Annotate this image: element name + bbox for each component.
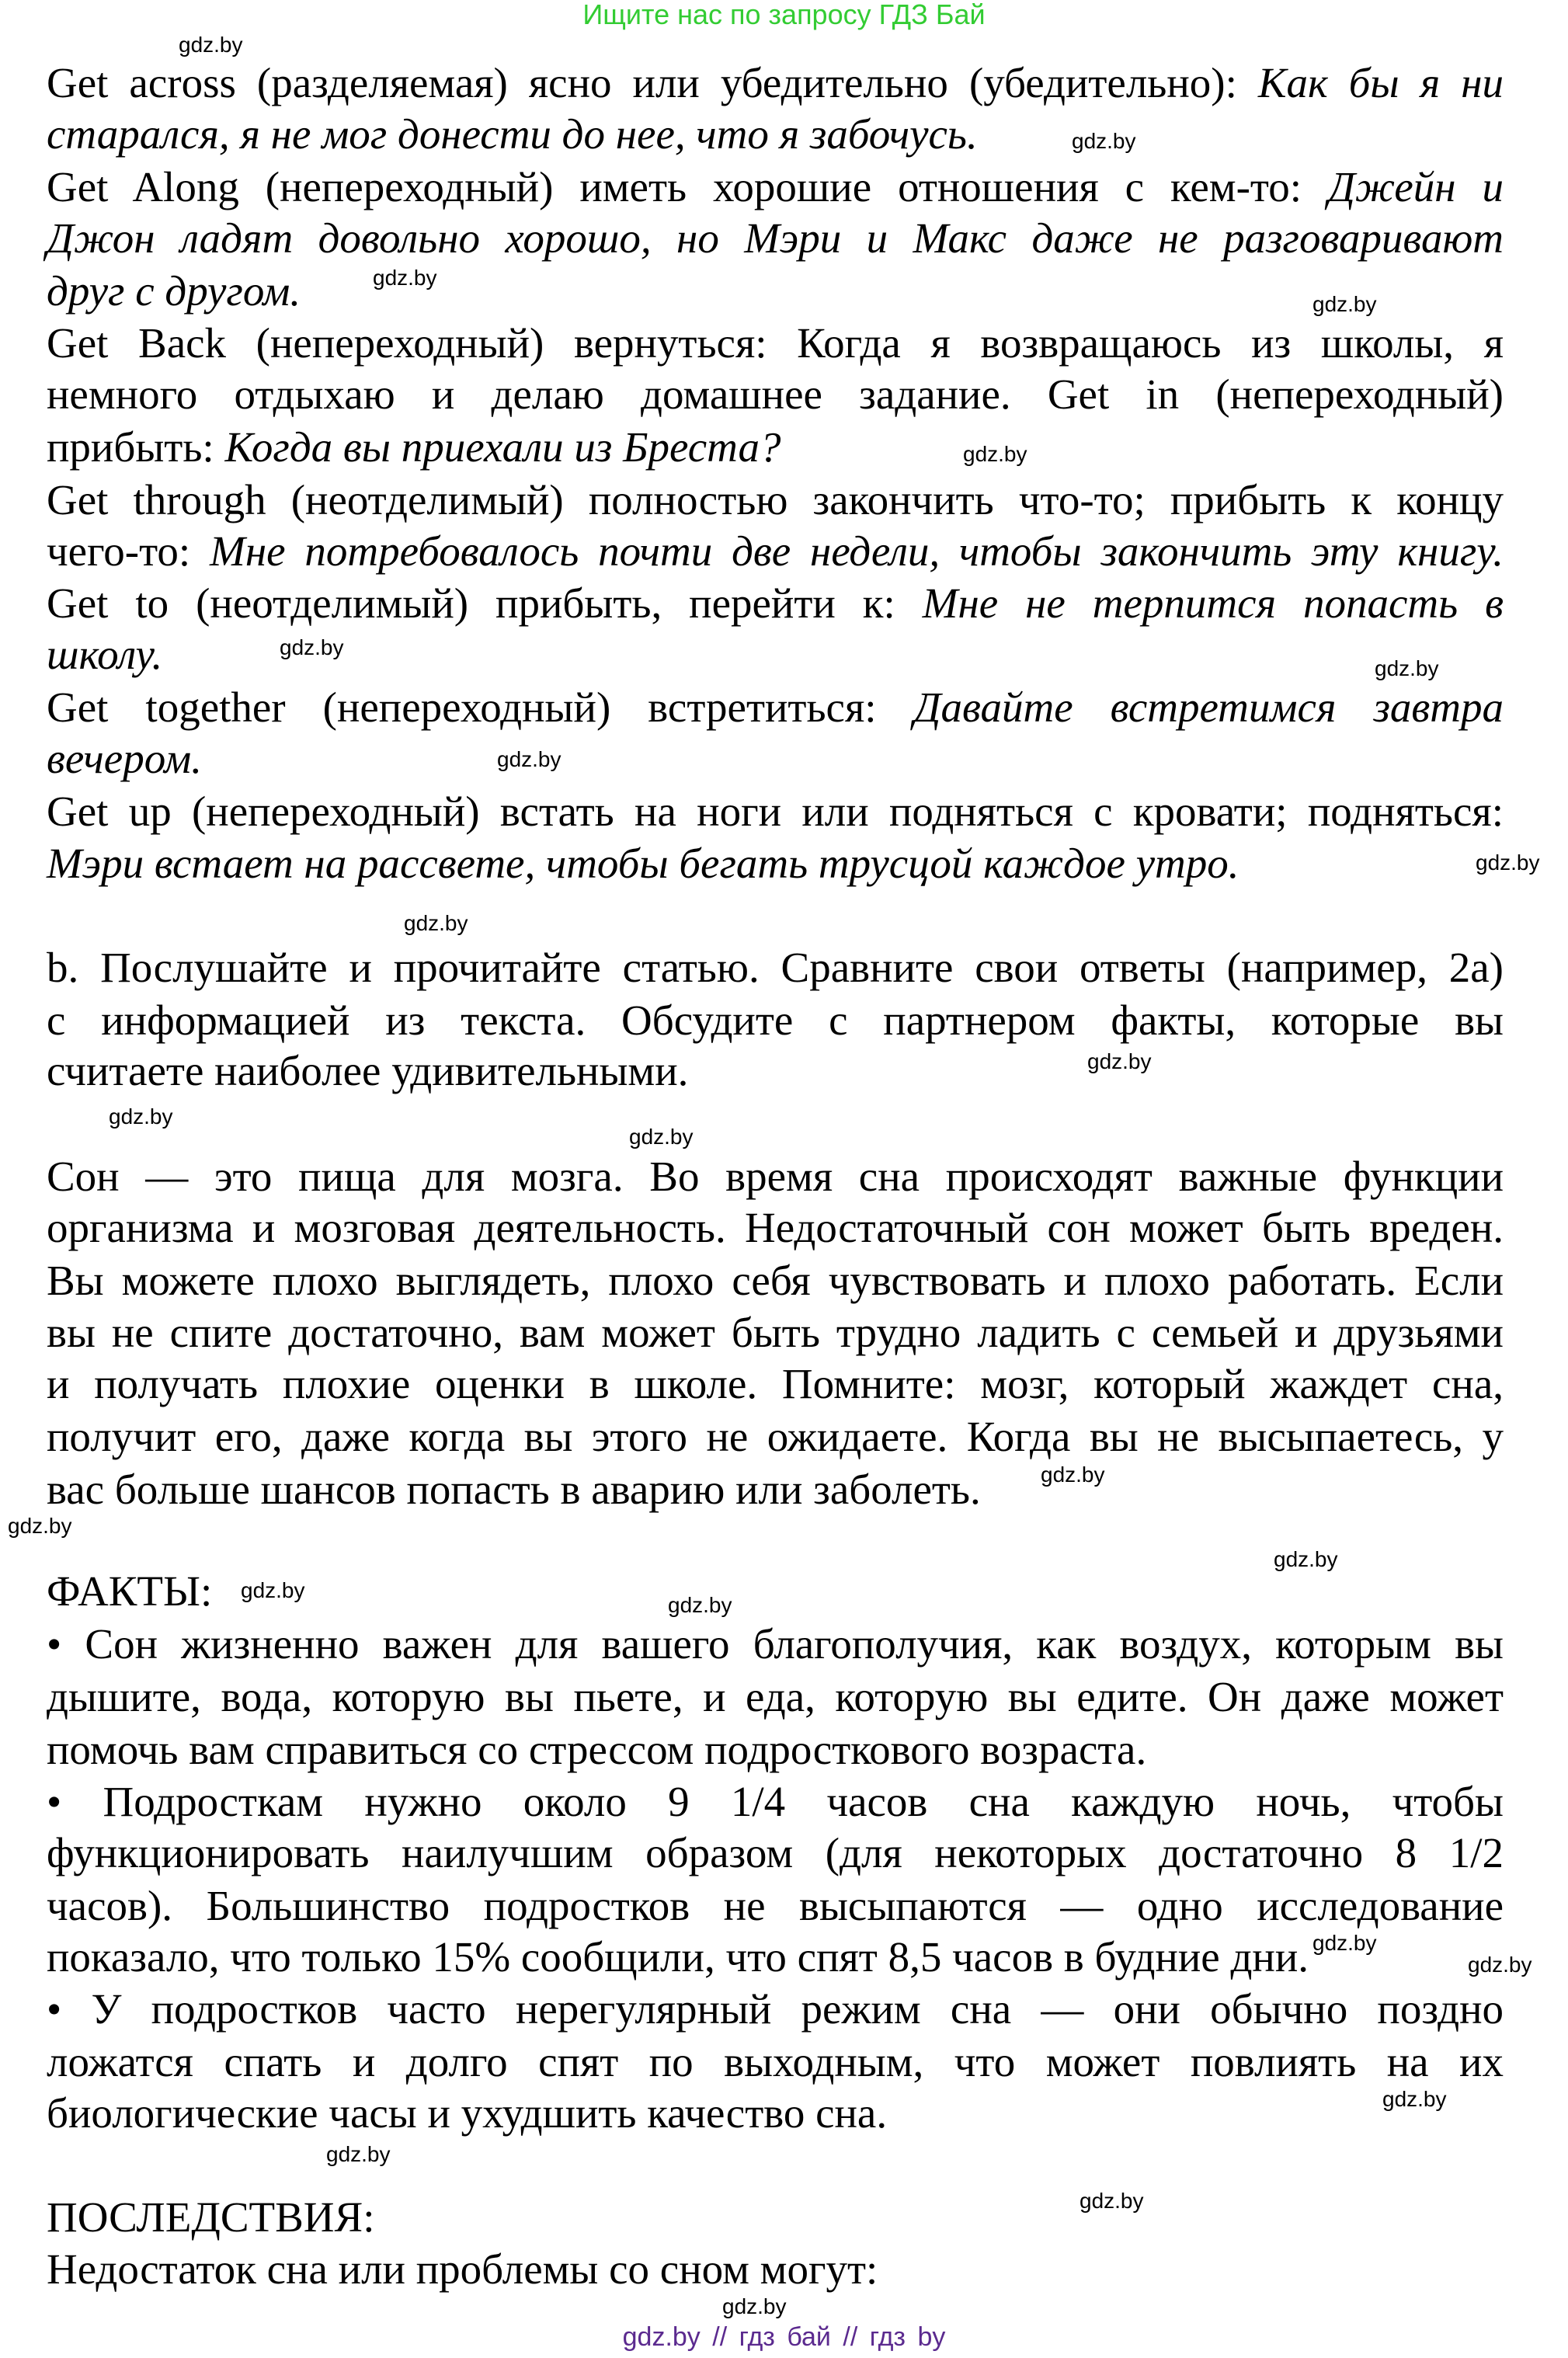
text-line-content bbox=[47, 527, 1504, 576]
text-line bbox=[47, 266, 1504, 315]
line-text: считаете наиболее удивительными. bbox=[47, 1047, 689, 1094]
line-text: • Подросткам нужно около 9 1/4 часов сна каждую ночь, чтобы bbox=[47, 1778, 1504, 1825]
watermark-text: gdz.by bbox=[1312, 1931, 1377, 1955]
text-line bbox=[47, 2088, 1504, 2137]
text-line-content bbox=[47, 475, 1504, 524]
text-line bbox=[47, 162, 1504, 211]
text-line-content bbox=[47, 2245, 878, 2294]
watermark-text: gdz.by bbox=[109, 1104, 173, 1129]
text-line-content bbox=[47, 318, 1504, 367]
line-text: с информацией из текста. Обсудите с партнером факты, которые вы bbox=[47, 996, 1504, 1044]
line-text: ПОСЛЕДСТВИЯ: bbox=[47, 2193, 375, 2241]
line-text: организма и мозговая деятельность. Недостаточный сон может быть вреден. bbox=[47, 1204, 1504, 1251]
example-text: Джон ладят довольно хорошо, но Мэри и Макс даже не разговаривают bbox=[47, 214, 1504, 262]
text-line-content bbox=[47, 370, 1504, 419]
text-line bbox=[47, 1152, 1504, 1201]
line-text: функционировать наилучшим образом (для некоторых достаточно 8 1/2 bbox=[47, 1829, 1504, 1876]
text-line-content bbox=[47, 579, 1504, 628]
text-line-content bbox=[47, 1152, 1504, 1201]
line-text: биологические часы и ухудшить качество сна. bbox=[47, 2089, 888, 2137]
line-text: Get up (непереходный) встать на ноги или подняться с кровати; подняться: bbox=[47, 788, 1504, 835]
line-text: ФАКТЫ: bbox=[47, 1567, 213, 1615]
line-text: дышите, вода, которую вы пьете, и еда, которую вы едите. Он даже может bbox=[47, 1673, 1504, 1720]
line-text: Сон — это пища для мозга. Во время сна происходят важные функции bbox=[47, 1153, 1504, 1200]
text-line-content bbox=[47, 787, 1504, 836]
text-line-content bbox=[47, 1881, 1504, 1930]
example-text: Мэри встает на рассвете, чтобы бегать трусцой каждое утро. bbox=[47, 840, 1239, 887]
text-line bbox=[47, 423, 1504, 471]
watermark-text: gdz.by bbox=[1382, 2087, 1447, 2111]
line-text: Get to (неотделимый) прибыть, перейти к: bbox=[47, 579, 923, 627]
line-text: немного отдыхаю и делаю домашнее задание. Get in (непереходный) bbox=[47, 370, 1504, 418]
text-line bbox=[47, 1984, 1504, 2033]
text-line bbox=[47, 996, 1504, 1045]
watermark-text: gdz.by bbox=[1041, 1462, 1105, 1487]
text-line-content bbox=[47, 1308, 1504, 1357]
text-line-content bbox=[47, 839, 1239, 888]
text-line bbox=[47, 1932, 1504, 1981]
text-line-content bbox=[47, 2193, 375, 2241]
line-text: прибыть: bbox=[47, 423, 225, 471]
watermark-text: gdz.by bbox=[668, 1593, 732, 1617]
text-line-content bbox=[47, 1984, 1504, 2033]
text-line bbox=[47, 839, 1504, 888]
text-line bbox=[47, 110, 1504, 158]
text-line-content bbox=[47, 1359, 1504, 1408]
line-text: показало, что только 15% сообщили, что спят 8,5 часов в будние дни. bbox=[47, 1933, 1309, 1981]
watermark-text: gdz.by bbox=[1468, 1953, 1532, 1977]
search-banner: Ищите нас по запросу ГДЗ Бай bbox=[582, 0, 986, 30]
text-line bbox=[47, 318, 1504, 367]
text-line bbox=[47, 58, 1504, 107]
text-line-content bbox=[47, 1672, 1504, 1721]
watermark-text: gdz.by bbox=[497, 747, 561, 771]
text-line bbox=[47, 1203, 1504, 1252]
text-line bbox=[47, 1046, 1504, 1095]
text-line bbox=[47, 1256, 1504, 1305]
watermark-text: gdz.by bbox=[1375, 656, 1439, 680]
line-text: Get Back (непереходный) вернуться: Когда я возвращаюсь из школы, я bbox=[47, 319, 1504, 367]
text-line-content bbox=[47, 1567, 212, 1615]
text-line-content bbox=[47, 58, 1504, 107]
text-line-content bbox=[47, 2037, 1504, 2086]
watermark-text: gdz.by bbox=[963, 442, 1027, 466]
line-text: вас больше шансов попасть в аварию или заболеть. bbox=[47, 1466, 981, 1513]
example-text: старался, я не мог донести до нее, что я забочусь. bbox=[47, 110, 978, 158]
line-text: вы не спите достаточно, вам может быть трудно ладить с семьей и друзьями bbox=[47, 1309, 1504, 1356]
text-line bbox=[47, 1359, 1504, 1408]
text-line-content bbox=[47, 1465, 981, 1514]
text-line-content bbox=[47, 734, 202, 783]
text-line bbox=[47, 1619, 1504, 1668]
text-line bbox=[47, 1465, 1504, 1514]
text-line bbox=[47, 943, 1504, 992]
watermark-text: gdz.by bbox=[8, 1514, 72, 1538]
footer-links[interactable]: gdz.by // гдз бай // гдз by bbox=[622, 2322, 946, 2352]
watermark-text: gdz.by bbox=[1072, 129, 1136, 153]
text-line bbox=[47, 527, 1504, 576]
text-line-content bbox=[47, 1725, 1146, 1774]
example-text: друг с другом. bbox=[47, 267, 301, 315]
text-line bbox=[47, 370, 1504, 419]
line-text: ложатся спать и долго спят по выходным, что может повлиять на их bbox=[47, 2038, 1504, 2085]
line-text: Get across (разделяемая) ясно или убедительно (убедительно): bbox=[47, 59, 1258, 106]
line-text: и получать плохие оценки в школе. Помните: мозг, который жаждет сна, bbox=[47, 1360, 1504, 1407]
line-text: помочь вам справиться со стрессом подросткового возраста. bbox=[47, 1726, 1147, 1773]
text-line-content bbox=[47, 214, 1504, 263]
watermark-text: gdz.by bbox=[179, 33, 243, 57]
text-line-content bbox=[47, 1256, 1504, 1305]
example-text: Джейн и bbox=[1327, 163, 1504, 210]
watermark-text: gdz.by bbox=[1087, 1049, 1152, 1073]
line-text: Get through (неотделимый) полностью закончить что-то; прибыть к концу bbox=[47, 476, 1504, 523]
text-line bbox=[47, 1777, 1504, 1826]
watermark-text: gdz.by bbox=[404, 911, 468, 935]
text-line-content bbox=[47, 110, 978, 158]
watermark-text: gdz.by bbox=[1080, 2189, 1144, 2213]
text-line-content bbox=[47, 1828, 1504, 1877]
example-text: школу. bbox=[47, 631, 163, 678]
text-line bbox=[47, 734, 1504, 783]
line-text: Недостаток сна или проблемы со сном могут: bbox=[47, 2245, 878, 2293]
text-line bbox=[47, 630, 1504, 679]
footer-row bbox=[0, 2322, 1568, 2353]
text-line bbox=[47, 579, 1504, 628]
text-line-content bbox=[47, 2088, 887, 2137]
text-line bbox=[47, 1828, 1504, 1877]
watermark-text: gdz.by bbox=[1312, 292, 1377, 316]
line-text: чего-то: bbox=[47, 527, 210, 575]
watermark-text: gdz.by bbox=[373, 266, 437, 290]
text-line-content bbox=[47, 1932, 1309, 1981]
watermark-text: gdz.by bbox=[1274, 1547, 1338, 1571]
text-line-content bbox=[47, 1619, 1504, 1668]
search-banner-row bbox=[0, 0, 1568, 31]
example-text: вечером. bbox=[47, 735, 202, 782]
text-line bbox=[47, 683, 1504, 732]
text-line bbox=[47, 1308, 1504, 1357]
line-text: Get Along (непереходный) иметь хорошие отношения с кем-то: bbox=[47, 163, 1328, 210]
text-line-content bbox=[47, 1203, 1504, 1252]
watermark-text: gdz.by bbox=[722, 2294, 787, 2318]
text-line-content bbox=[47, 943, 1504, 992]
example-text: Давайте встретимся завтра bbox=[913, 683, 1504, 731]
line-text: Вы можете плохо выглядеть, плохо себя чувствовать и плохо работать. Если bbox=[47, 1257, 1504, 1304]
text-line bbox=[47, 2037, 1504, 2086]
text-line-content bbox=[47, 1046, 688, 1095]
text-line bbox=[47, 1412, 1504, 1461]
text-line-content bbox=[47, 1412, 1504, 1461]
example-text: Мне не терпится попасть в bbox=[922, 579, 1504, 627]
text-line bbox=[47, 1881, 1504, 1930]
watermark-text: gdz.by bbox=[280, 635, 344, 659]
line-text: получит его, даже когда вы этого не ожидаете. Когда вы не высыпаетесь, у bbox=[47, 1413, 1504, 1460]
text-line bbox=[47, 1725, 1504, 1774]
example-text: Как бы я ни bbox=[1257, 59, 1504, 106]
watermark-text: gdz.by bbox=[326, 2142, 391, 2166]
text-line bbox=[47, 2193, 1504, 2241]
text-line bbox=[47, 787, 1504, 836]
line-text: Get together (непереходный) встретиться: bbox=[47, 683, 914, 731]
line-text: • У подростков часто нерегулярный режим сна — они обычно поздно bbox=[47, 1985, 1504, 2033]
line-text: часов). Большинство подростков не высыпаются — одно исследование bbox=[47, 1882, 1504, 1929]
text-line bbox=[47, 475, 1504, 524]
text-line-content bbox=[47, 266, 301, 315]
text-line bbox=[47, 1672, 1504, 1721]
text-line-content bbox=[47, 1777, 1504, 1826]
example-text: Когда вы приехали из Бреста? bbox=[224, 423, 781, 471]
watermark-text: gdz.by bbox=[629, 1125, 694, 1149]
text-line bbox=[47, 214, 1504, 263]
text-line bbox=[47, 2245, 1504, 2294]
text-line-content bbox=[47, 683, 1504, 732]
line-text: b. Послушайте и прочитайте статью. Сравните свои ответы (например, 2a) bbox=[47, 944, 1504, 991]
text-line-content bbox=[47, 996, 1504, 1045]
watermark-text: gdz.by bbox=[241, 1578, 305, 1602]
text-line-content bbox=[47, 162, 1504, 211]
watermark-text: gdz.by bbox=[1476, 850, 1540, 875]
line-text: • Сон жизненно важен для вашего благополучия, как воздух, которым вы bbox=[47, 1620, 1504, 1668]
text-line-content bbox=[47, 423, 781, 471]
text-line-content bbox=[47, 630, 162, 679]
example-text: Мне потребовалось почти две недели, чтобы закончить эту книгу. bbox=[210, 527, 1504, 575]
